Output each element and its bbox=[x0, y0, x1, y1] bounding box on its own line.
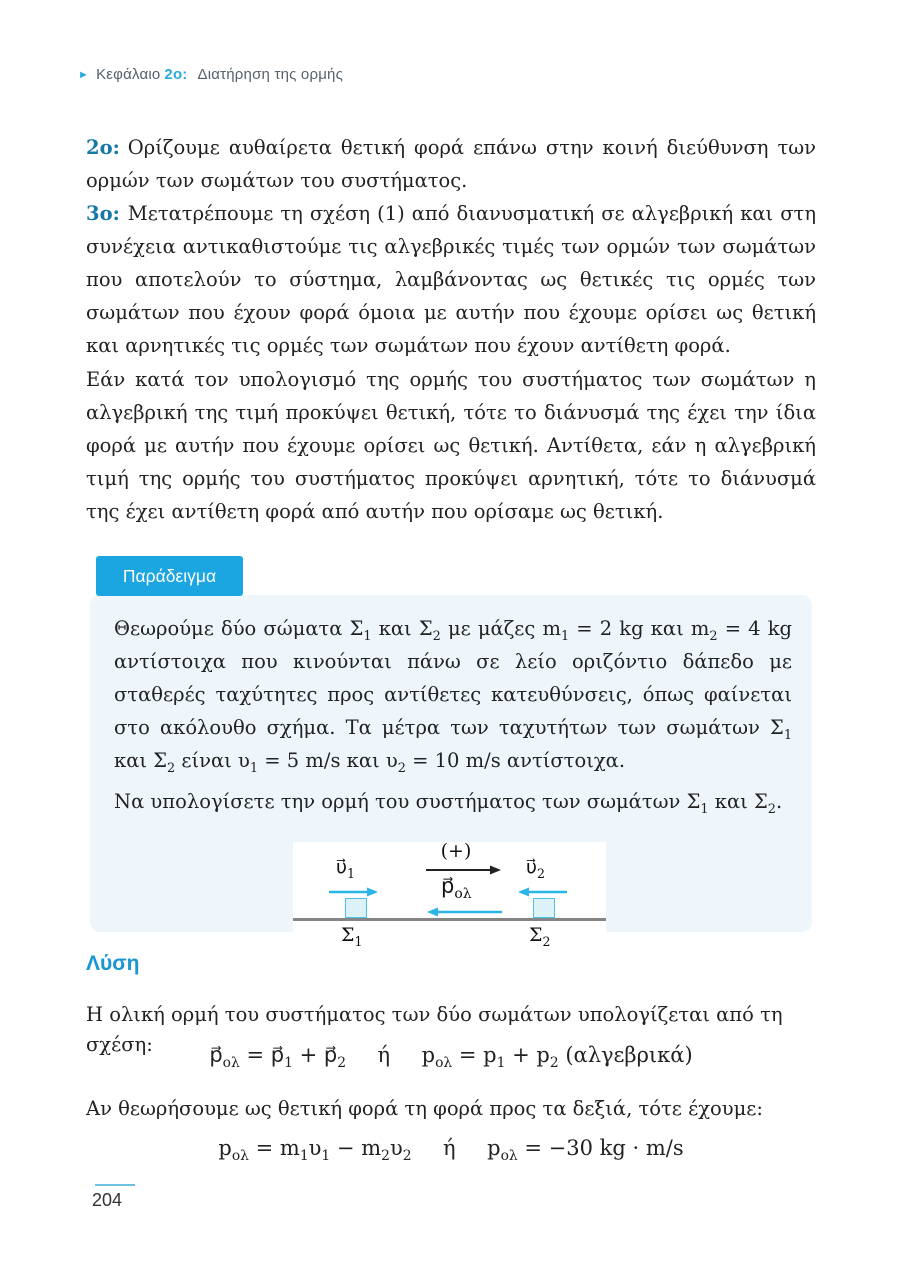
chapter-bullet-icon: ► bbox=[78, 69, 90, 81]
page-number: 204 bbox=[92, 1190, 123, 1210]
paragraph-step-3 bbox=[86, 197, 816, 362]
page-number-rule bbox=[95, 1184, 135, 1186]
paragraph-sign-discussion bbox=[86, 363, 816, 528]
paragraph-sign-discussion-text: Εάν κατά τον υπολογισμό της ορμής του συστήματος των σωμάτων η αλγεβρική της τιμή προκύψει θετική, τότε το διάνυσμά της έχει την ίδια φορά με αυτήν που έχουμε ορίσει ως θετική. Αντίθετα, εάν η αλγεβρική τιμή της ορμής του συστήματος προκύψει αρνητική, τότε το διάνυσμά της έχει αντίθετη φορά από αυτήν που ορίσαμε ως θετική. bbox=[86, 368, 816, 523]
solution-intro-text: Η ολική ορμή του συστήματος των δύο σωμάτων υπολογίζεται από τη σχέση: bbox=[86, 1003, 783, 1056]
body1-box bbox=[345, 898, 367, 918]
p-total-arrow-icon bbox=[426, 906, 502, 918]
paragraph-step-3-label: 3ο: bbox=[86, 202, 120, 225]
chapter-number: 2ο: bbox=[164, 66, 188, 83]
paragraph-step-3-text: Μετατρέπουμε τη σχέση (1) από διανυσματική σε αλγεβρική και στη συνέχεια αντικαθιστούμε τις αλγεβρικές τιμές των ορμών των σωμάτων που αποτελούν το σύστημα, λαμβάνοντας ως θετικές τις ορμές των σωμάτων που έχουν φορά όμοια με αυτήν που έχουμε ορίσει ως θετική και αρνητικές τις ορμές των σωμάτων που έχουν αντίθετη φορά. bbox=[86, 202, 816, 357]
solution-heading: Λύση bbox=[86, 952, 140, 975]
ground-line bbox=[293, 918, 606, 921]
paragraph-step-2 bbox=[86, 131, 816, 197]
positive-direction-label: (+) bbox=[440, 840, 472, 862]
v2-arrow-icon bbox=[517, 886, 567, 898]
v1-label: $\upsilon⃗_1$ bbox=[336, 856, 355, 881]
chapter-header bbox=[78, 66, 343, 83]
paragraph-step-2-text: Ορίζουμε αυθαίρετα θετική φορά επάνω στην κοινή διεύθυνση των ορμών των σωμάτων του συστήματος. bbox=[86, 136, 816, 192]
v1-arrow-icon bbox=[329, 886, 379, 898]
p-total-label: $p⃗_{o\lambda}$ bbox=[441, 874, 472, 903]
chapter-prefix: Κεφάλαιο bbox=[96, 66, 161, 83]
body1-label: $\Sigma_1$ bbox=[341, 924, 363, 949]
solution-direction-text: Αν θεωρήσουμε ως θετική φορά τη φορά προς τα δεξιά, τότε έχουμε: bbox=[86, 1097, 763, 1120]
example-tab-label: Παράδειγμα bbox=[122, 565, 217, 586]
paragraph-step-2-label: 2ο: bbox=[86, 136, 120, 159]
equation-momentum-sum: $p⃗_{o\lambda}$ = $p⃗_1$ + $p⃗_2$ ή $p_{o\lambda} = p_1 + p_2$ (αλγεβρικά) bbox=[209, 1043, 693, 1072]
chapter-title: Διατήρηση της ορμής bbox=[197, 66, 344, 83]
v2-label: $\upsilon⃗_2$ bbox=[526, 856, 545, 881]
example-box bbox=[90, 595, 812, 949]
example-tab bbox=[96, 556, 243, 596]
example-question-text: Να υπολογίσετε την ορμή του συστήματος των σωμάτων $\Sigma_1$ και $\Sigma_2$. bbox=[114, 790, 783, 817]
momentum-diagram bbox=[293, 842, 606, 954]
body2-label: $\Sigma_2$ bbox=[529, 924, 551, 949]
body2-box bbox=[533, 898, 555, 918]
equation-momentum-result: $p_{o\lambda} = m_1\upsilon_1 - m_2\upsilon_2$ ή $p_{o\lambda} = -30$ kg · m/s bbox=[218, 1136, 684, 1165]
example-body-text: Θεωρούμε δύο σώματα $\Sigma_1$ και $\Sigma_2$ με μάζες $m_1 = 2$ kg και $m_2 = 4$ kg αντίστοιχα που κινούνται πάνω σε λείο οριζόντιο δάπεδο με σταθερές ταχύτητες προς αντίθετες κατευθύνσεις, όπως φαίνεται στο ακόλουθο σχήμα. Τα μέτρα των ταχυτήτων των σωμάτων $\Sigma_1$ και $\Sigma_2$ είναι $\upsilon_1 = 5$ m/s και $\upsilon_2 = 10$ m/s αντίστοιχα. bbox=[114, 617, 793, 776]
